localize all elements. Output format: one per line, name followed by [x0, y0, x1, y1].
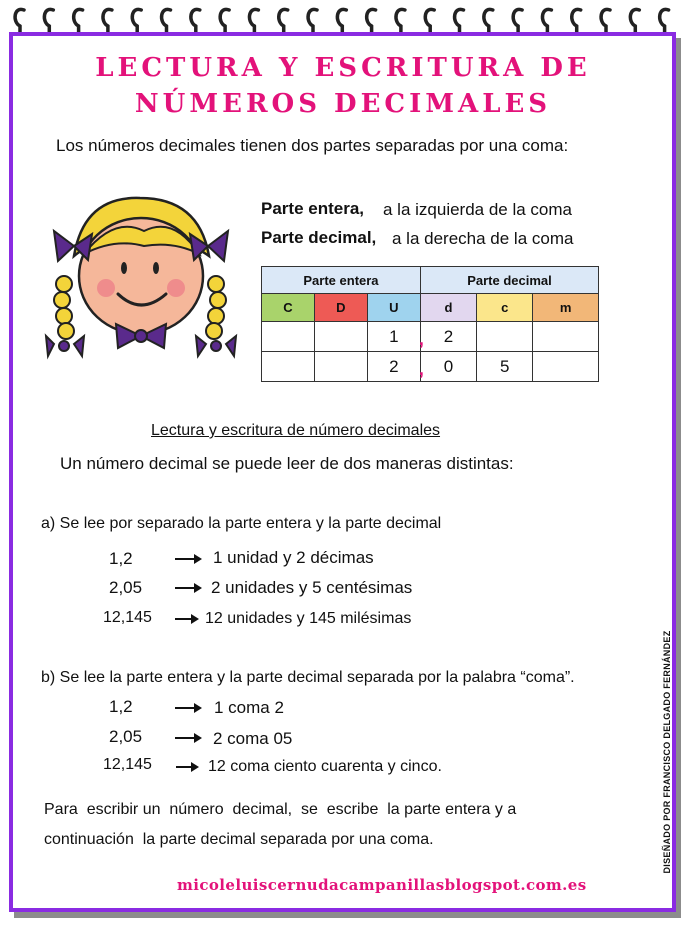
arrow-icon — [176, 766, 197, 768]
method-b-label: b) Se lee la parte entera y la parte decimal separada por la palabra “coma”. — [41, 669, 575, 686]
example-number: 12,145 — [103, 756, 152, 773]
arrow-icon — [175, 737, 200, 739]
parte-decimal-desc: a la derecha de la coma — [392, 229, 574, 248]
example-reading: 12 unidades y 145 milésimas — [205, 610, 412, 627]
table-row — [262, 352, 599, 382]
table-row — [262, 322, 599, 352]
example-reading: 12 coma ciento cuarenta y cinco. — [208, 758, 442, 775]
group-header-entera: Parte entera — [262, 267, 421, 294]
intro-text: Los números decimales tienen dos partes separadas por una coma: — [56, 136, 569, 155]
girl-illustration — [44, 176, 244, 376]
decimal-comma: , — [418, 359, 424, 379]
cell-milesima — [533, 352, 599, 382]
header-decima: d — [420, 294, 476, 322]
footer-url: micoleluiscernudacampanillasblogspot.com.es — [177, 876, 587, 894]
arrow-icon — [175, 618, 197, 620]
section-intro: Un número decimal se puede leer de dos maneras distintas: — [60, 454, 514, 473]
header-d: D — [314, 294, 367, 322]
header-c: C — [262, 294, 315, 322]
example-number: 1,2 — [109, 549, 133, 568]
cell-u-value: 1 — [389, 326, 399, 346]
example-number: 1,2 — [109, 697, 133, 716]
place-header-row — [262, 294, 599, 322]
cell-centesima: 5 — [477, 352, 533, 382]
place-value-table — [261, 266, 599, 382]
parte-entera-desc: a la izquierda de la coma — [383, 200, 573, 219]
cell-centesima — [477, 322, 533, 352]
cell-decima: 2 — [420, 322, 476, 352]
cell-d — [314, 352, 367, 382]
decimal-comma: , — [418, 329, 424, 349]
cell-u — [367, 322, 424, 352]
cell-c — [262, 322, 315, 352]
header-centesima: c — [477, 294, 533, 322]
cell-c — [262, 352, 315, 382]
header-u: U — [367, 294, 420, 322]
cell-decima: 0 — [420, 352, 476, 382]
section-heading: Lectura y escritura de número decimales — [151, 422, 441, 439]
arrow-icon — [175, 707, 200, 709]
method-a-label: a) Se lee por separado la parte entera y la parte decimal — [41, 515, 442, 532]
title-line-1: LECTURA Y ESCRITURA DE — [95, 53, 591, 83]
cell-milesima — [533, 322, 599, 352]
cell-d — [314, 322, 367, 352]
parte-decimal-label: Parte decimal, — [261, 228, 377, 247]
cell-u-value: 2 — [389, 356, 399, 376]
arrow-icon — [175, 587, 200, 589]
closing-line-1: Para escribir un número decimal, se escribe la parte entera y a — [44, 801, 517, 818]
cell-u — [367, 352, 424, 382]
example-number: 2,05 — [109, 727, 143, 746]
example-number: 12,145 — [103, 609, 152, 626]
closing-line-2: continuación la parte decimal separada por una coma. — [44, 831, 434, 848]
example-reading: 2 unidades y 5 centésimas — [211, 578, 413, 597]
group-header-decimal: Parte decimal — [420, 267, 598, 294]
side-credit: DISEÑADO POR FRANCISCO DELGADO FERNÁNDEZ — [662, 630, 672, 874]
example-reading: 1 unidad y 2 décimas — [213, 548, 374, 567]
parte-entera-label: Parte entera, — [261, 199, 364, 218]
example-reading: 2 coma 05 — [213, 729, 293, 748]
arrow-icon — [175, 558, 200, 560]
header-milesima: m — [533, 294, 599, 322]
title-line-2: NÚMEROS DECIMALES — [134, 89, 552, 119]
example-number: 2,05 — [109, 578, 143, 597]
example-reading: 1 coma 2 — [214, 698, 284, 717]
